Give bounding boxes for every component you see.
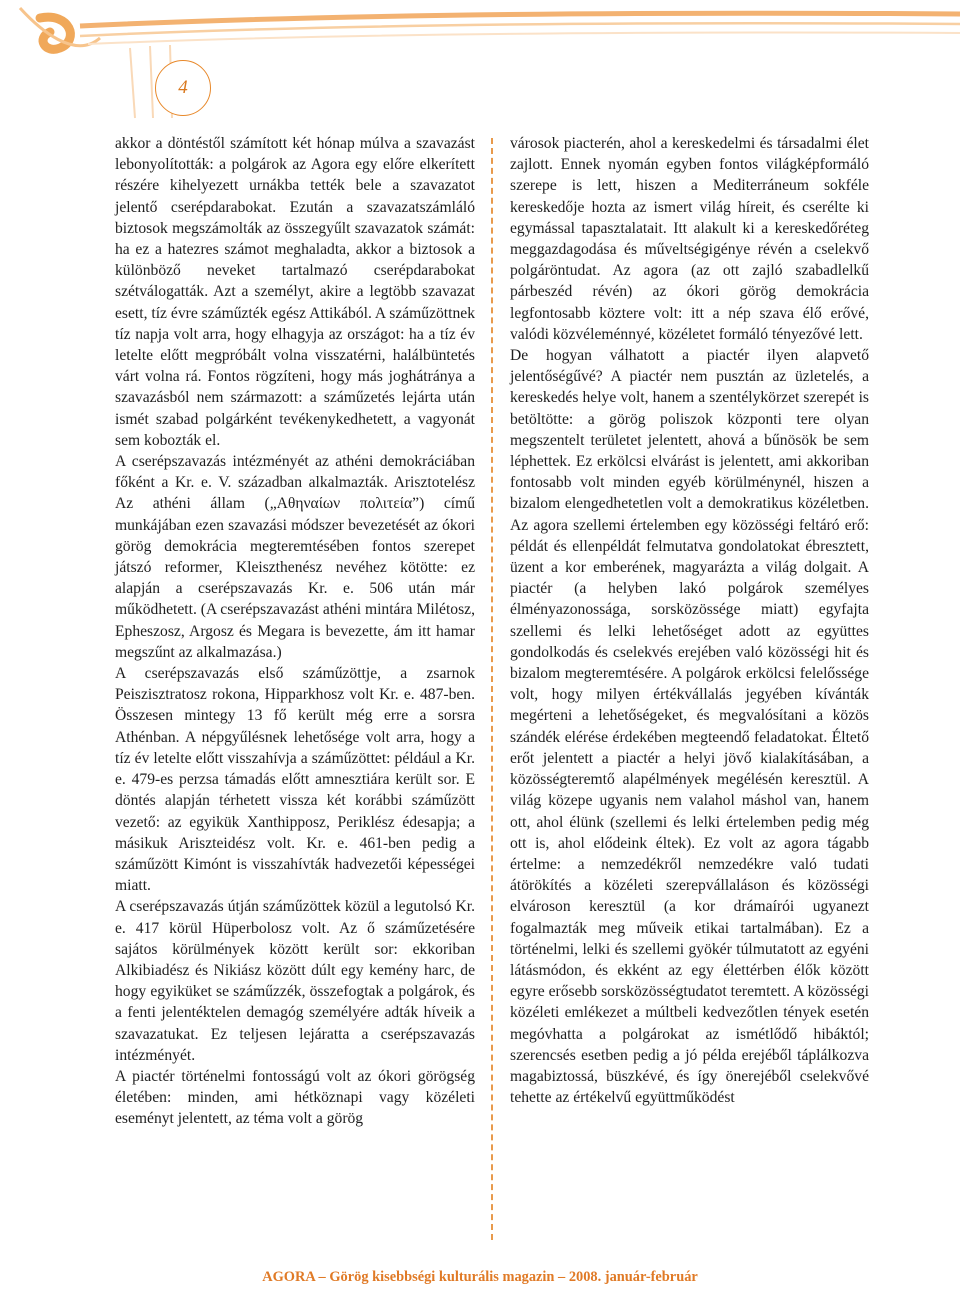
page-number-badge <box>155 60 211 116</box>
left-paragraph: A cserépszavazás első száműzöttje, a zsarnok Peiszisztratosz rokona, Hipparkhosz volt Kr. e. 487-ben. Összesen mintegy 13 fő került még erre a sorsra Athénban. A népgyűlésnek lehetősége volt arra, hogy a tíz év letelte előtt visszahívja a száműzöttet: például a Kr. e. 479-es perzsa támadás előtt amnesztiára került sor. E döntés alapján térhetett vissza két korábbi száműzött vezető: az egyikük Xanthipposz, Periklész édesapja; a másikuk Arisztеidész volt. Kr. e. 461-ben pedig a száműzött Kimónt is visszahívták hadvezetői képességei miatt. <box>115 665 475 895</box>
page-number: 4 <box>178 77 188 98</box>
left-paragraph: akkor a döntéstől számított két hónap múlva a szavazást lebonyolították: a polgárok az Agora egy előre elkerített részére kihelyezett urnákba tették bele a szavazatot jelentő cserépdarabokat. Ezután a szavazatszámláló biztosok megszámolták az összegyűlt szavazatok számát: ha ez a hatezres számot meghaladta, akkor a biztosok a különböző neveket tartalmazó cserépdarabokat szétválogatták. Azt a személyt, akire a legtöbb szavazat esett, tíz évre száműzték egész Attikából. A száműzöttnek tíz napja volt arra, hogy elhagyja az országot: ha a tíz év letelte előtt megpróbált volna visszatérni, halálbüntetés várt volna rá. Fontos rögzíteni, hogy más joghátránya a szavazásból nem származott: a száműzetés lejárta után ismét szabad polgárként tevékenykedhetett, a vagyonát sem kobozták el. <box>115 135 475 449</box>
article-right-column <box>510 133 869 1108</box>
magazine-footer <box>0 1269 960 1286</box>
footer-text: AGORA – Görög kisebbségi kulturális magazin – 2008. január-február <box>262 1269 698 1285</box>
left-paragraph: A cserépszavazás útján száműzöttek közül a legutolsó Kr. e. 417 körül Hüperbolosz volt. Az ő száműzetésére sajátos körülmények között került sor: ekkoriban Alkibiadész és Nikiász között dúlt egy kemény harc, de hogy egyiküket se száműzzék, összefogtak a polgárok, és a fenti jelentéktelen demagóg személyére adták híveik a szavazatukat. Ez teljesen lejáratta a cserépszavazás intézményét. <box>115 898 475 1064</box>
right-paragraph: De hogyan válhatott a piactér ilyen alapvető jelentőségűvé? A piactér nem pusztán az üzletelés, a kereskedés helye volt, hanem a szentélykörzet szerepét is betöltötte: a görög poliszok központi tere olyan megszentelt területet jelentett, ahová a bűnösök be sem léphettek. Ez erkölcsi elvárást is jelentett, ami akkoriban fontosabb volt minden egyéb körülménynél, hiszen a bizalom elengedhetetlen volt a demokratikus közéletben. Az agora szellemi értelemben egy közösségi feltáró erő: példát és ellenpéldát felmutatva gondolatokat ébresztett, üzent a kor emberének, magyarázta a világ dolgait. A piactér (a helyben lakó polgárok személyes élményazonossága, sorsközössége miatt) egyfajta szellemi és lelki lehetőséget adott az együttes gondolkodás és cselekvés erejében való közösségi hit és bizalom megteremtésére. A polgárok erkölcsi felelőssége volt, hogy milyen értékvállalás jegyében kívánták megérteni a lehetőségeket, és megvalósítani a közös szándék elérése érdekében megteendő feladatokat. Éltető erőt jelentett a piactér a helyi jövő kialakításában, a közösségteremtő alapélmények megélésén keresztül. A világ közepe ugyanis nem valahol máshol van, hanem ott, ahol élünk (szellemi és lelki értelemben pedig még ott is, ahol elődeink éltek). Ez volt az agora tágabb értelme: a nemzedékről nemzedékre való tudati átörökítés a közéleti szerepvállaláson és közösségi elvároson keresztül (a kor drámaírói ugyanezt fogalmazták meg művеik etikai tartalmában). Ez a történelmi, lelki és szellemi gyökér túlmutatott az egyéni látásmódon, és ekként az egy élettérben élők között egyre erősebb sorsközösségtudatot teremtett. A közösségi közéleti emlékezet a múltbeli kedvezőtlen tények esetén megóvhatta a polgárokat az ismétlődő hibáktól; szerencsés esetben pedig a jó példa erejéből táplálkozva magabiztossá, büszkévé, és így önerejéből cselekvővé tehette az értékelvű együttműködést <box>510 347 869 1107</box>
left-paragraph: A cserépszavazás intézményét az athéni demokráciában főként a Kr. e. V. században alkalmazták. Arisztotelész Az athéni állam („Αθηναίων πολιτεία”) című munkájában ezen szavazási módszer bevezetését az ókori görög demokrácia megteremtésében fontos szerepet játszó reformer, Kleiszthenész nevéhez kötötte: ez alapján a cserépszavazás Kr. e. 506 után már működhetett. (A cserépszavazást athéni mintára Milétosz, Epheszosz, Argosz és Megara is bevezette, ám itt hamar megszűnt az alkalmazása.) <box>115 453 475 661</box>
ionic-column-capital-ornament <box>0 0 960 130</box>
left-paragraph: A piactér történelmi fontosságú volt az ókori görögség életében: minden, ami hétköznapi vagy közéleti eseményt jelentett, az téma volt a görög <box>115 1067 475 1128</box>
right-paragraph: városok piacterén, ahol a kereskedelmi és társadalmi élet zajlott. Ennek nyomán egyben fontos világképformáló szerepe is lett, hiszen a Mediterráneum sokféle kereskedője hozta az ismert világ híreit, és cserélte ki egymással tapasztalatait. Itt alakult ki a kereskedőréteg meggazdagodása és műveltségigénye révén a cselekvő polgáröntudat. Az agora (az ott zajló szabadlelkű párbeszéd révén) az ókori görög demokrácia legfontosabb köztere volt: itt a nép szava élő erővé, valódi közvéleménnyé, közéletet formáló tényezővé lett. <box>510 135 869 343</box>
column-divider <box>491 138 493 1240</box>
article-left-column <box>115 133 475 1130</box>
